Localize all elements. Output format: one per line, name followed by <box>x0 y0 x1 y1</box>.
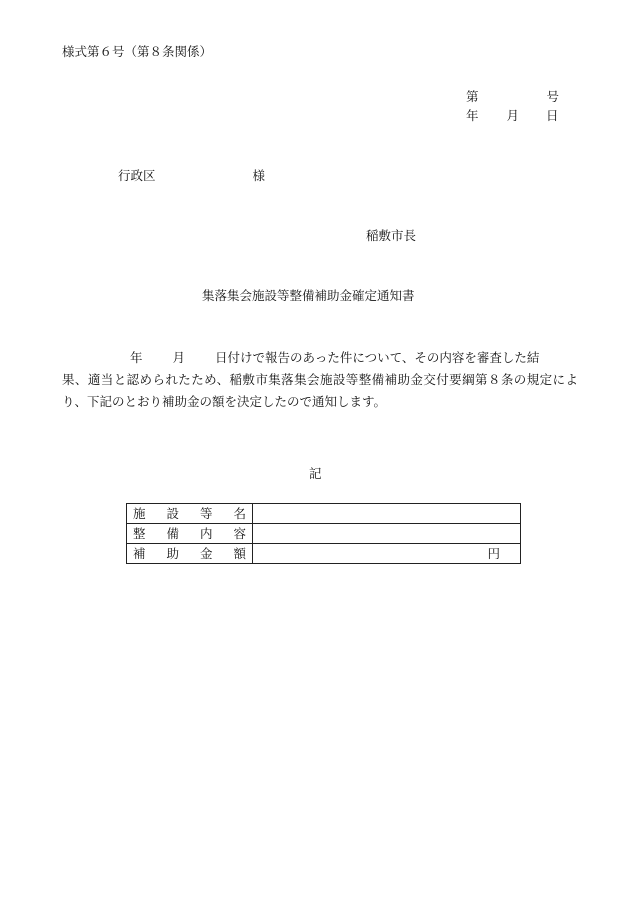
addressee <box>118 170 265 183</box>
addressee-honorific: 様 <box>252 168 266 183</box>
label-char: 名 <box>233 506 246 521</box>
improvement-content-value <box>253 524 521 544</box>
label-char: 金 <box>199 546 213 561</box>
body-date-year: 年 <box>130 350 143 365</box>
body-date-month: 月 <box>172 350 186 365</box>
label-char: 容 <box>233 526 246 541</box>
label-char: 補 <box>133 546 146 561</box>
label-char: 内 <box>199 526 213 541</box>
facility-name-label <box>127 504 253 524</box>
ki-heading: 記 <box>309 466 322 481</box>
table-row-amount <box>127 544 521 564</box>
facility-name-value <box>253 504 521 524</box>
label-char: 等 <box>199 506 213 521</box>
document-date-line <box>466 110 559 123</box>
addressee-district: 行政区 <box>118 168 156 183</box>
label-char: 備 <box>166 526 179 541</box>
date-day: 日 <box>546 108 559 123</box>
number-prefix: 第 <box>466 89 479 104</box>
label-char: 施 <box>133 506 146 521</box>
detail-table <box>126 503 521 564</box>
document-number-line <box>466 91 559 104</box>
table-row-facility <box>127 504 521 524</box>
subsidy-amount-label <box>127 544 253 564</box>
label-char: 整 <box>133 526 146 541</box>
label-char: 額 <box>233 546 246 561</box>
date-year: 年 <box>466 108 479 123</box>
form-label: 様式第６号（第８条関係） <box>62 44 213 59</box>
label-char: 助 <box>166 546 179 561</box>
body-rest: 果、適当と認められたため、稲敷市集落集会施設等整備補助金交付要綱第８条の規定により、下記のとおり補助金の額を決定したので通知します。 <box>62 372 578 409</box>
table-row-content <box>127 524 521 544</box>
label-char: 設 <box>166 506 179 521</box>
number-suffix: 号 <box>546 89 560 104</box>
body-paragraph <box>62 347 578 413</box>
body-line1: 日付けで報告のあった件について、その内容を審査した結 <box>215 350 540 365</box>
improvement-content-label <box>127 524 253 544</box>
document-title: 集落集会施設等整備補助金確定通知書 <box>202 288 415 303</box>
sender: 稲敷市長 <box>366 228 417 243</box>
date-month: 月 <box>506 108 520 123</box>
subsidy-amount-value: 円 <box>253 544 521 564</box>
